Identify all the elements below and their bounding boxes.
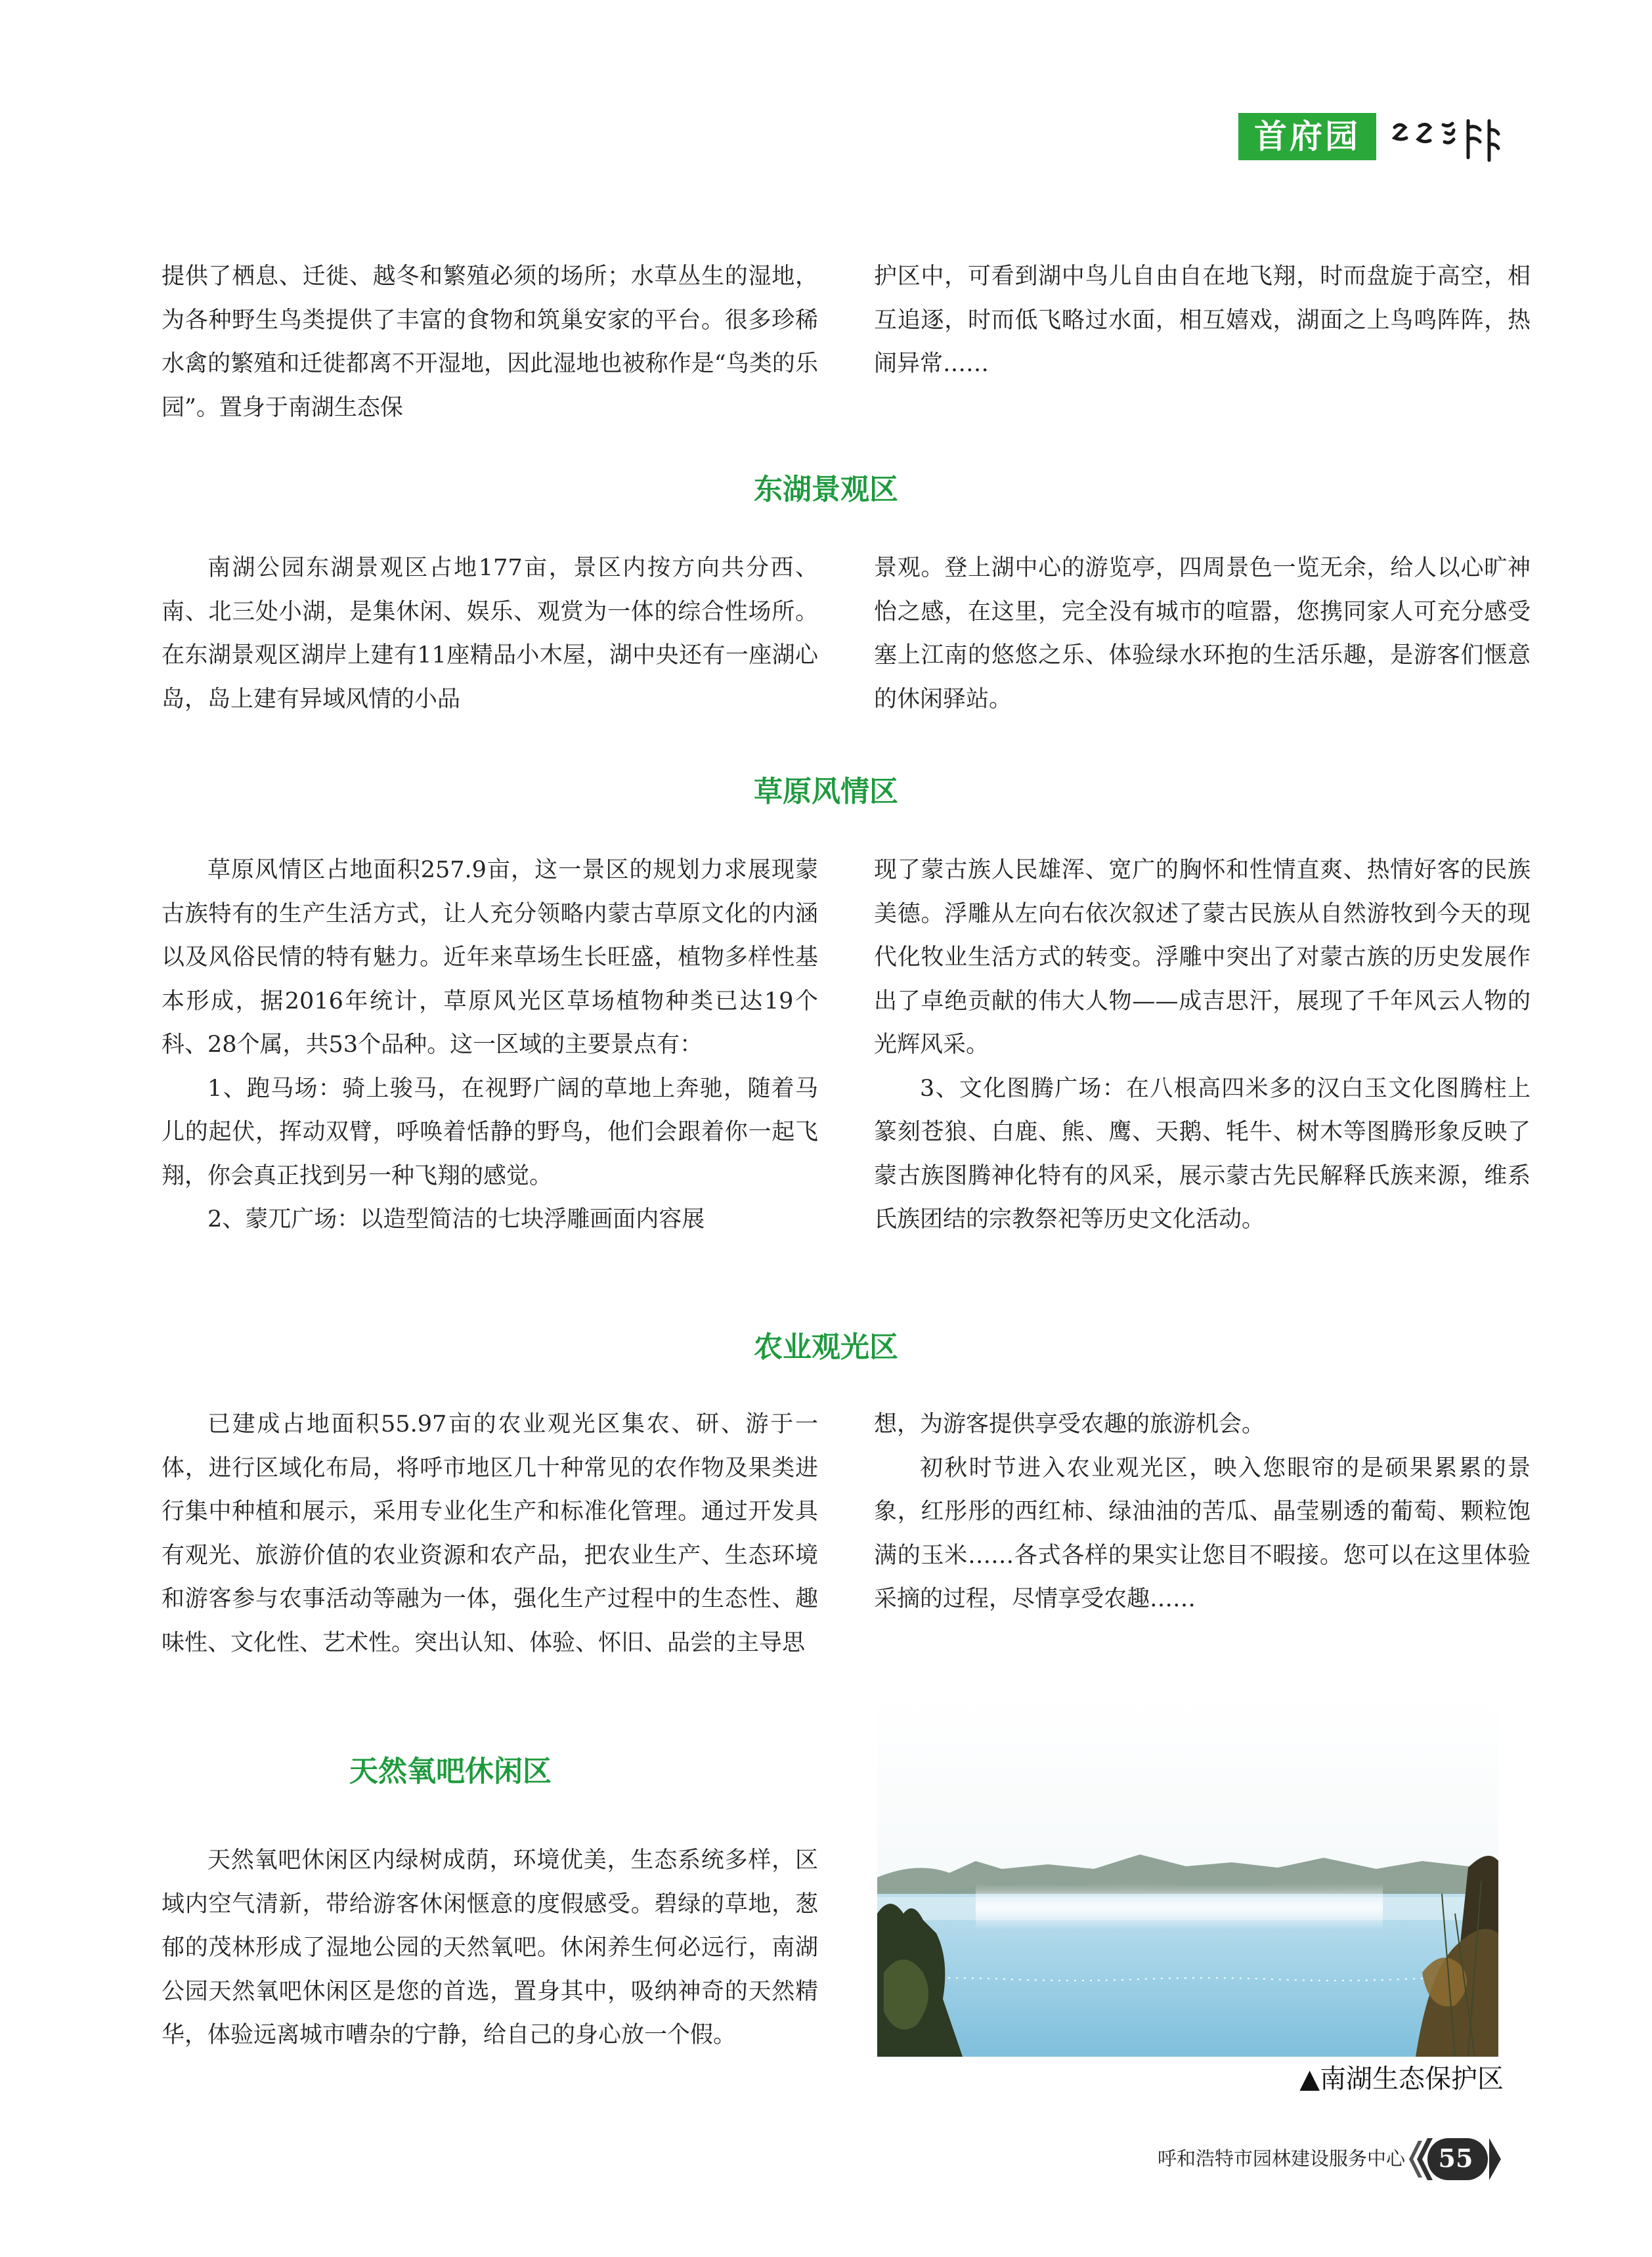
donghu-left-text: 南湖公园东湖景观区占地177亩，景区内按方向共分西、南、北三处小湖，是集休闲、娱乐、观赏为一体的综合性场所。在东湖景观区湖岸上建有11座精品小木屋，湖中央还有一座湖心岛，岛上建有异域风情的小品 (162, 555, 818, 712)
section-heading-nongye: 农业观光区 (754, 1330, 898, 1364)
intro-left-column (162, 255, 818, 429)
yangba-left-text: 天然氧吧休闲区内绿树成荫，环境优美，生态系统多样，区域内空气清新，带给游客休闲惬意的度假感受。碧绿的草地，葱郁的茂林形成了湿地公园的天然氧吧。休闲养生何必远行，南湖公园天然氧吧休闲区是您的首选，置身其中，吸纳神奇的天然精华，体验远离城市嘈杂的宁静，给自己的身心放一个假。 (162, 1847, 818, 2048)
page-number: 55 (1438, 2143, 1473, 2173)
section-heading-yangba: 天然氧吧休闲区 (349, 1755, 552, 1788)
intro-left-text: 提供了栖息、迁徙、越冬和繁殖必须的场所；水草丛生的湿地，为各种野生鸟类提供了丰富的食物和筑巢安家的平台。很多珍稀水禽的繁殖和迁徙都离不开湿地，因此湿地也被称作是“鸟类的乐园”。置身于南湖生态保 (162, 263, 818, 421)
caoyuan-left-paragraph-3: 2、蒙兀广场：以造型简洁的七块浮雕画面内容展 (207, 1206, 705, 1233)
nongye-right-paragraph-1: 想，为游客提供享受农趣的旅游机会。 (874, 1411, 1265, 1437)
footer-organization: 呼和浩特市园林建设服务中心 (1157, 2147, 1405, 2170)
mongolian-script-logo (1383, 113, 1508, 165)
caoyuan-right-column (874, 848, 1531, 1242)
misty-lake-image (877, 1697, 1498, 2057)
donghu-right-column (874, 546, 1531, 721)
yangba-left-column (162, 1839, 818, 2057)
lake-photo (877, 1697, 1498, 2057)
nongye-left-text: 已建成占地面积55.97亩的农业观光区集农、研、游于一体，进行区域化布局，将呼市地区几十种常见的农作物及果类进行集中种植和展示，采用专业化生产和标准化管理。通过开发具有观光、旅游价值的农业资源和农产品，把农业生产、生态环境和游客参与农事活动等融为一体，强化生产过程中的生态性、趣味性、文化性、艺术性。突出认知、体验、怀旧、品尝的主导思 (162, 1411, 818, 1656)
section-heading-caoyuan: 草原风情区 (754, 775, 898, 808)
caoyuan-right-paragraph-1: 现了蒙古族人民雄浑、宽广的胸怀和性情直爽、热情好客的民族美德。浮雕从左向右依次叙述了蒙古民族从自然游牧到今天的现代化牧业生活方式的转变。浮雕中突出了对蒙古族的历史发展作出了卓绝贡献的伟大人物——成吉思汗，展现了千年风云人物的光辉风采。 (874, 857, 1531, 1058)
donghu-left-column (162, 546, 818, 721)
nongye-right-column (874, 1403, 1531, 1621)
section-heading-donghu: 东湖景观区 (754, 473, 898, 506)
caoyuan-left-paragraph-1: 草原风情区占地面积257.9亩，这一景区的规划力求展现蒙古族特有的生产生活方式，让人充分领略内蒙古草原文化的内涵以及风俗民情的特有魅力。近年来草场生长旺盛，植物多样性基本形成，据2016年统计，草原风光区草场植物种类已达19个科、28个属，共53个品种。这一区域的主要景点有： (162, 857, 818, 1058)
intro-right-column (874, 255, 1531, 386)
caoyuan-left-paragraph-2: 1、跑马场：骑上骏马，在视野广阔的草地上奔驰，随着马儿的起伏，挥动双臂，呼唤着恬静的野鸟，他们会跟着你一起飞翔，你会真正找到另一种飞翔的感觉。 (162, 1075, 818, 1189)
nongye-right-paragraph-2: 初秋时节进入农业观光区，映入您眼帘的是硕果累累的景象，红彤彤的西红柿、绿油油的苦瓜、晶莹剔透的葡萄、颗粒饱满的玉米……各式各样的果实让您目不暇接。您可以在这里体验采摘的过程，尽情享受农趣…… (874, 1455, 1531, 1612)
photo-caption: ▲南湖生态保护区 (1299, 2064, 1504, 2094)
intro-right-text: 护区中，可看到湖中鸟儿自由自在地飞翔，时而盘旋于高空，相互追逐，时而低飞略过水面，相互嬉戏，湖面之上鸟鸣阵阵，热闹异常…… (874, 263, 1531, 377)
donghu-right-text: 景观。登上湖中心的游览亭，四周景色一览无余，给人以心旷神怡之感，在这里，完全没有城市的喧嚣，您携同家人可充分感受塞上江南的悠悠之乐、体验绿水环抱的生活乐趣，是游客们惬意的休闲驿站。 (874, 555, 1531, 712)
caoyuan-left-column (162, 848, 818, 1242)
magazine-logo: 首府园林 (1238, 113, 1376, 160)
caoyuan-right-paragraph-2: 3、文化图腾广场：在八根高四米多的汉白玉文化图腾柱上篆刻苍狼、白鹿、熊、鹰、天鹅、牦牛、树木等图腾形象反映了蒙古族图腾神化特有的风采，展示蒙古先民解释氏族来源，维系氏族团结的宗教祭祀等历史文化活动。 (874, 1075, 1531, 1233)
nongye-left-column (162, 1403, 818, 1665)
